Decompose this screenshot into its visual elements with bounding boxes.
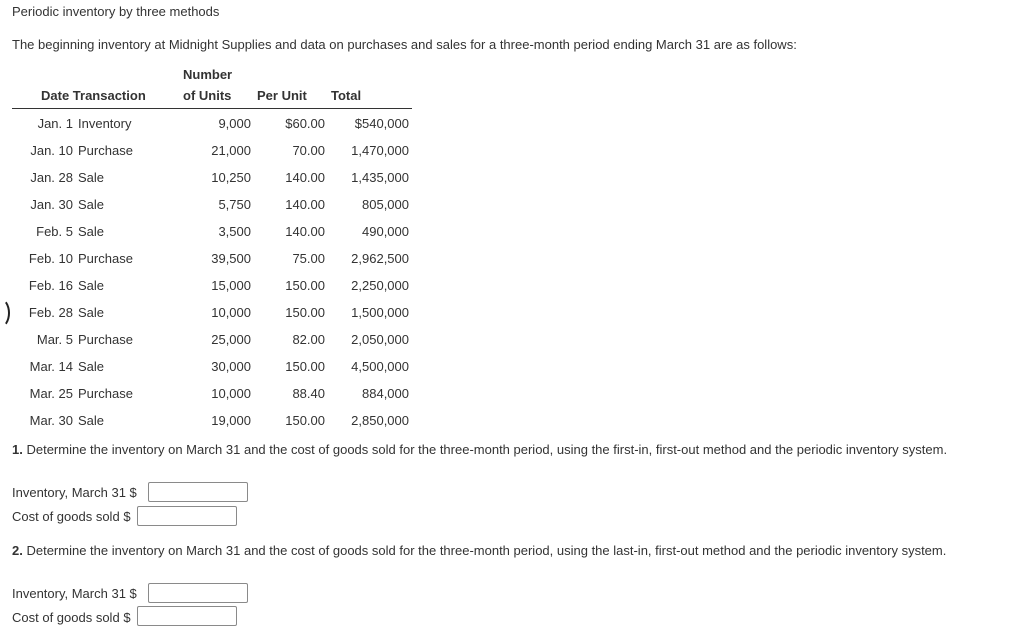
row-total: 2,050,000 [351, 332, 409, 347]
q2-inventory-currency: $ [129, 586, 137, 601]
row-total: 1,500,000 [351, 305, 409, 320]
row-units: 3,500 [218, 224, 251, 239]
table-row [0, 116, 420, 136]
table-row [0, 332, 420, 352]
row-per-unit: 88.40 [292, 386, 325, 401]
q2-cogs-label: Cost of goods sold $ [12, 610, 131, 625]
row-total: 2,962,500 [351, 251, 409, 266]
row-transaction: Purchase [78, 332, 133, 347]
table-row [0, 170, 420, 190]
row-per-unit: 150.00 [285, 359, 325, 374]
row-transaction: Sale [78, 170, 105, 185]
row-per-unit: 150.00 [285, 413, 325, 428]
row-per-unit: 70.00 [292, 143, 325, 158]
row-date: Jan. 28 [30, 170, 73, 185]
table-row [0, 359, 420, 379]
row-units: 21,000 [211, 143, 251, 158]
row-total: 2,250,000 [351, 278, 409, 293]
table-row [0, 197, 420, 217]
question-2-text: Determine the inventory on March 31 and the cost of goods sold for the three-month period, using the last-in, first-out method and the periodic inventory system. [26, 543, 947, 558]
header-per-unit: Per Unit [257, 88, 307, 103]
row-units: 9,000 [218, 116, 251, 131]
intro-text: The beginning inventory at Midnight Supplies and data on purchases and sales for a three-month period ending March 31 are as follows: [12, 37, 797, 52]
row-per-unit: 140.00 [285, 224, 325, 239]
page-title: Periodic inventory by three methods [12, 4, 220, 19]
row-date: Feb. 5 [36, 224, 73, 239]
table-row [0, 278, 420, 298]
header-rule [12, 108, 412, 109]
row-transaction: Sale [78, 305, 105, 320]
header-total: Total [331, 88, 362, 103]
row-transaction: Sale [78, 224, 105, 239]
table-row [0, 143, 420, 163]
question-1-text: Determine the inventory on March 31 and the cost of goods sold for the three-month period, using the first-in, first-out method and the periodic inventory system. [26, 442, 948, 457]
question-2-number: 2. [12, 543, 23, 558]
row-transaction: Sale [78, 413, 105, 428]
q2-inventory-input[interactable] [148, 583, 248, 603]
row-per-unit: 75.00 [292, 251, 325, 266]
row-date: Feb. 10 [28, 251, 73, 266]
row-date: Jan. 10 [30, 143, 73, 158]
row-per-unit: 150.00 [285, 305, 325, 320]
row-date: Mar. 14 [29, 359, 73, 374]
row-transaction: Sale [78, 359, 105, 374]
row-transaction: Purchase [78, 143, 133, 158]
row-units: 10,000 [211, 305, 251, 320]
row-per-unit: 140.00 [285, 197, 325, 212]
row-transaction: Sale [78, 197, 105, 212]
q1-cogs-currency: $ [123, 509, 131, 524]
question-2 [12, 543, 946, 558]
row-total: 490,000 [362, 224, 409, 239]
row-units: 15,000 [211, 278, 251, 293]
table-row [0, 413, 420, 433]
row-transaction: Purchase [78, 251, 133, 266]
table-row [0, 386, 420, 406]
q2-inventory-label: Inventory, March 31 $ [12, 586, 137, 601]
row-per-unit: 82.00 [292, 332, 325, 347]
header-date-transaction: Date Transaction [41, 88, 146, 103]
row-transaction: Sale [78, 278, 105, 293]
row-total: 884,000 [362, 386, 409, 401]
question-1 [12, 442, 947, 457]
row-units: 19,000 [211, 413, 251, 428]
q2-cogs-input[interactable] [137, 606, 237, 626]
row-total: $540,000 [354, 116, 409, 131]
row-total: 1,470,000 [351, 143, 409, 158]
row-total: 1,435,000 [351, 170, 409, 185]
q1-inventory-label: Inventory, March 31 $ [12, 485, 137, 500]
row-date: Feb. 28 [28, 305, 73, 320]
row-date: Mar. 5 [36, 332, 73, 347]
row-units: 25,000 [211, 332, 251, 347]
row-date: Jan. 30 [30, 197, 73, 212]
header-number-line1: Number [183, 67, 233, 82]
row-units: 10,000 [211, 386, 251, 401]
row-total: 805,000 [362, 197, 409, 212]
question-1-number: 1. [12, 442, 23, 457]
row-total: 2,850,000 [351, 413, 409, 428]
row-date: Mar. 30 [29, 413, 73, 428]
header-number-line2: of Units [183, 88, 232, 103]
q1-inventory-input[interactable] [148, 482, 248, 502]
row-per-unit: 140.00 [285, 170, 325, 185]
table-row [0, 251, 420, 271]
row-transaction: Inventory [78, 116, 132, 131]
row-units: 30,000 [211, 359, 251, 374]
row-date: Feb. 16 [28, 278, 73, 293]
row-transaction: Purchase [78, 386, 133, 401]
table-row [0, 305, 420, 325]
row-date: Jan. 1 [37, 116, 73, 131]
q1-inventory-currency: $ [129, 485, 137, 500]
q2-cogs-currency: $ [123, 610, 131, 625]
row-units: 10,250 [211, 170, 251, 185]
row-total: 4,500,000 [351, 359, 409, 374]
row-date: Mar. 25 [29, 386, 73, 401]
row-per-unit: $60.00 [285, 116, 325, 131]
row-per-unit: 150.00 [285, 278, 325, 293]
q1-cogs-input[interactable] [137, 506, 237, 526]
row-units: 5,750 [218, 197, 251, 212]
q1-cogs-label: Cost of goods sold $ [12, 509, 131, 524]
table-row [0, 224, 420, 244]
row-units: 39,500 [211, 251, 251, 266]
